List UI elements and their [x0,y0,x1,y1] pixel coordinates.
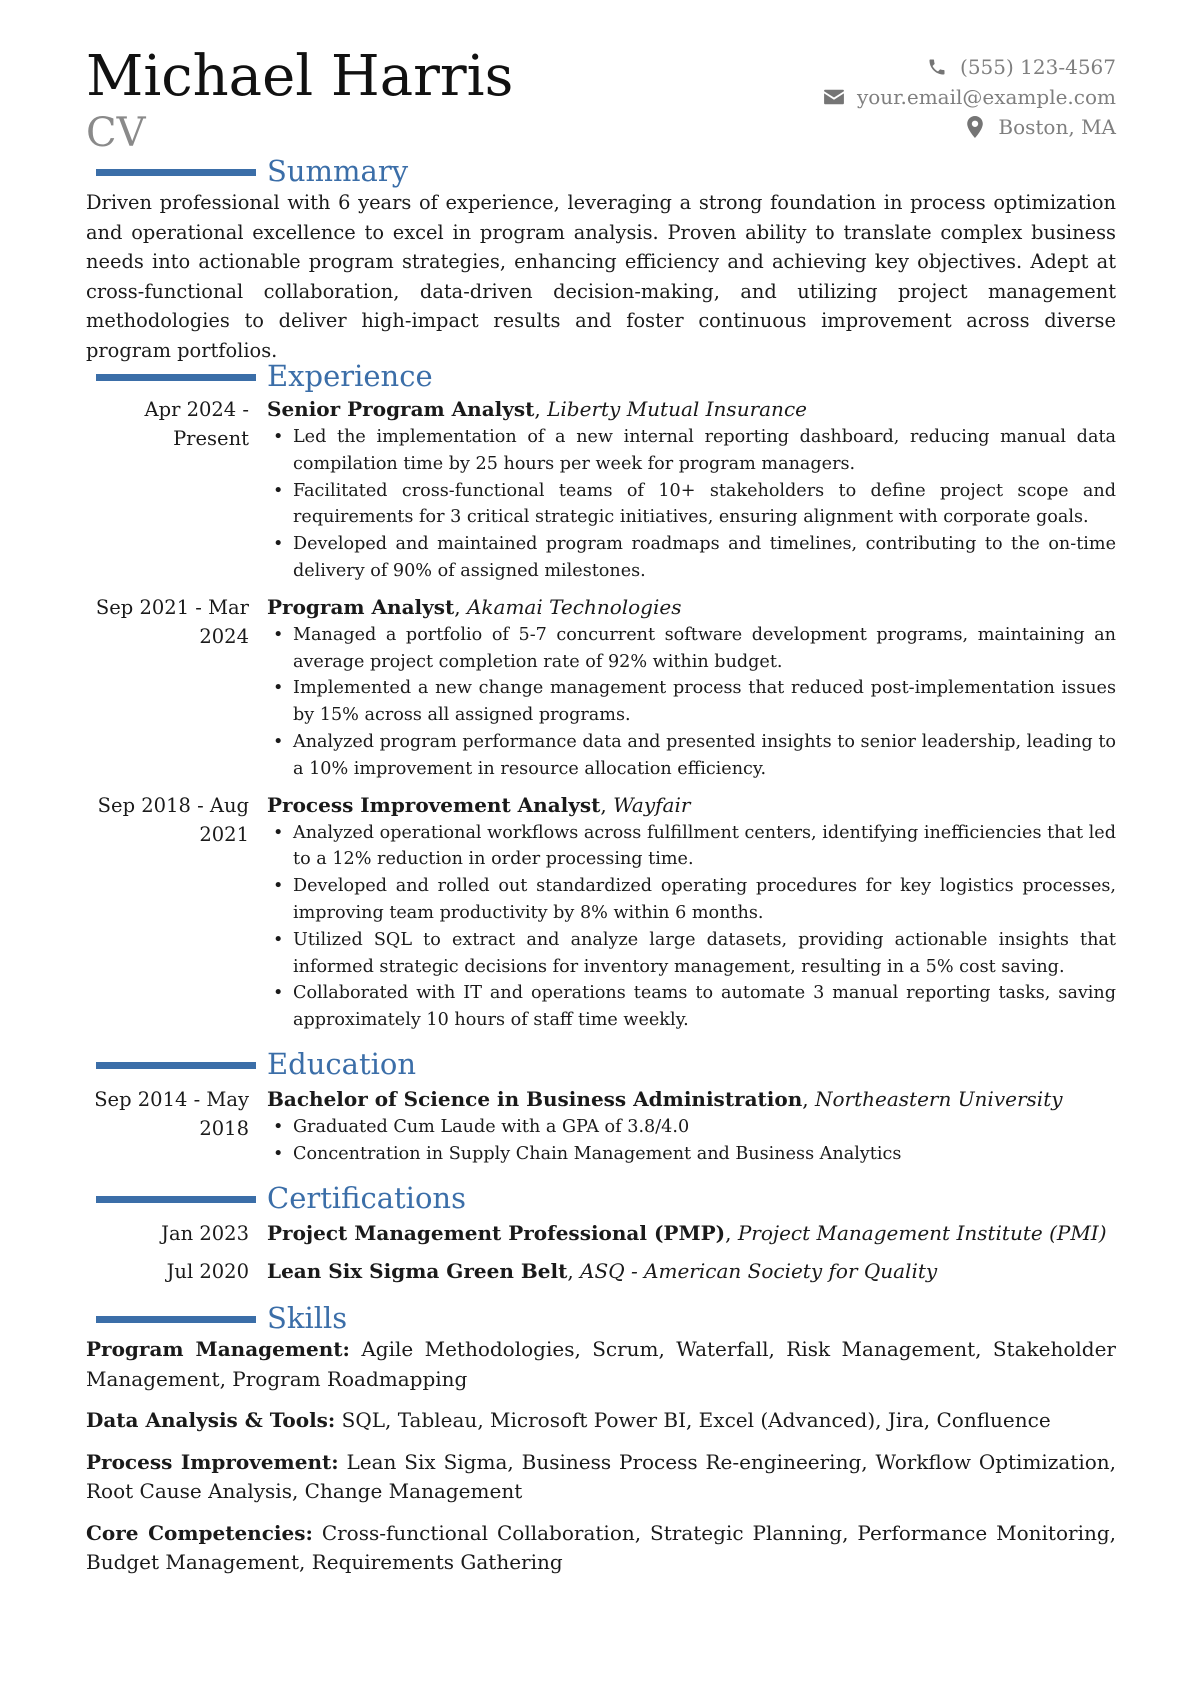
company-name: Wayfair [613,792,691,817]
phone-icon [926,56,948,78]
experience-entry [86,395,1116,585]
certification-entry [86,1257,1116,1286]
section-bar [96,169,256,176]
section-bar [96,1196,256,1203]
certification-name: Project Management Professional (PMP) [267,1221,726,1245]
issuer-name: Project Management Institute (PMI) [737,1221,1107,1245]
bullet-item: • Analyzed operational workflows across fulfillment centers, identifying inefficiencies that led to a 12% reduction in order processing time. [267,820,1116,874]
document-type: CV [86,110,146,156]
entry-date: Sep 2014 - May 2018 [94,1088,249,1140]
bullet-list [267,424,1116,585]
skill-label: Program Management: [86,1337,350,1361]
summary-heading [86,154,1116,188]
section-bar [96,1316,256,1323]
bullet-item: • Facilitated cross-functional teams of 10+ stakeholders to define project scope and requirements for 3 critical strategic initiatives, ensuring alignment with corporate goals. [267,478,1116,532]
summary-text: Driven professional with 6 years of experience, leveraging a strong foundation in process optimization and operational excellence to excel in program analysis. Proven ability to translate complex business needs into actionable program strategies, enhancing efficiency and achieving key objectives. Adept at cross-functional collaboration, data-driven decision-making, and utilizing project management methodologies to deliver high-impact results and foster continuous improvement across diverse program portfolios. [86,191,1116,362]
skill-item [86,1406,1116,1436]
certifications-section [86,1181,1116,1286]
bullet-item: • Led the implementation of a new internal reporting dashboard, reducing manual data compilation time by 25 hours per week for program managers. [267,424,1116,478]
skill-value: Lean Six Sigma, Business Process Re-engineering, Workflow Optimization, Root Cause Analysis, Change Management [86,1449,1116,1503]
certifications-heading [86,1181,1116,1215]
section-title: Skills [267,1301,348,1335]
entry-heading: Project Management Professional (PMP), Project Management Institute (PMI) [267,1221,1107,1245]
skill-value: Agile Methodologies, Scrum, Waterfall, Risk Management, Stakeholder Management, Program Roadmapping [86,1337,1116,1391]
entry-date: Jan 2023 [161,1222,249,1245]
education-entry [86,1085,1116,1168]
section-title: Certifications [267,1181,466,1215]
cv-header [86,44,1116,154]
section-title: Summary [267,154,409,188]
entry-date: Apr 2024 - Present [144,398,249,450]
envelope-icon [823,86,845,108]
experience-entry [86,791,1116,1034]
bullet-list [267,1114,1116,1168]
contact-phone [823,52,1116,82]
bullet-item: • Managed a portfolio of 5-7 concurrent software development programs, maintaining an average project completion rate of 92% within budget. [267,622,1116,676]
skill-label: Core Competencies: [86,1520,313,1545]
contact-email [823,82,1116,112]
summary-section [86,154,1116,366]
entry-date: Sep 2018 - Aug 2021 [97,793,249,846]
skill-value: Cross-functional Collaboration, Strategic Planning, Performance Monitoring, Budget Management, Requirements Gathering [86,1520,1117,1574]
bullet-list [267,622,1116,783]
education-section [86,1047,1116,1168]
phone-number[interactable]: (555) 123-4567 [960,55,1116,79]
skill-label: Process Improvement: [86,1449,339,1474]
contact-info [823,52,1116,142]
email-address[interactable]: your.email@example.com [856,85,1116,109]
contact-location [823,112,1116,142]
bullet-list [267,820,1116,1034]
bullet-item: • Developed and rolled out standardized operating procedures for key logistics processes, improving team productivity by 8% within 6 months. [267,873,1116,927]
company-name: Liberty Mutual Insurance [547,397,807,421]
skill-item [86,1519,1116,1578]
skills-section [86,1301,1116,1590]
experience-entry [86,593,1116,783]
entry-date: Sep 2021 - Mar 2024 [95,595,249,648]
entry-heading: Program Analyst, Akamai Technologies [267,594,682,619]
issuer-name: ASQ - American Society for Quality [580,1259,938,1283]
education-heading [86,1047,1116,1081]
degree-title: Bachelor of Science in Business Administration [267,1087,803,1111]
entry-date: Jul 2020 [166,1260,249,1283]
entry-heading: Process Improvement Analyst, Wayfair [267,792,691,817]
job-title: Program Analyst [267,594,455,619]
experience-heading [86,359,1116,393]
section-bar [96,1062,256,1069]
skill-value: SQL, Tableau, Microsoft Power BI, Excel (Advanced), Jira, Confluence [341,1408,1051,1432]
skill-item [86,1335,1116,1394]
job-title: Senior Program Analyst [267,397,535,421]
skills-heading [86,1301,1116,1335]
section-bar [96,374,256,381]
company-name: Akamai Technologies [466,594,682,619]
experience-section [86,359,1116,1034]
bullet-item: • Analyzed program performance data and presented insights to senior leadership, leading to a 10% improvement in resource allocation efficiency. [267,729,1116,783]
bullet-item: • Graduated Cum Laude with a GPA of 3.8/4.0 [267,1114,1116,1141]
entry-heading: Lean Six Sigma Green Belt, ASQ - American Society for Quality [267,1259,938,1283]
bullet-item: • Implemented a new change management process that reduced post-implementation issues by 15% across all assigned programs. [267,675,1116,729]
location-text: Boston, MA [998,115,1116,139]
bullet-item: • Developed and maintained program roadmaps and timelines, contributing to the on-time delivery of 90% of assigned milestones. [267,531,1116,585]
job-title: Process Improvement Analyst [267,792,601,817]
skill-label: Data Analysis & Tools: [86,1408,336,1432]
bullet-item: • Utilized SQL to extract and analyze large datasets, providing actionable insights that informed strategic decisions for inventory management, resulting in a 5% cost saving. [267,927,1116,981]
bullet-item: • Concentration in Supply Chain Management and Business Analytics [267,1141,1116,1168]
section-title: Education [267,1047,417,1081]
certification-name: Lean Six Sigma Green Belt [267,1259,568,1283]
section-title: Experience [267,359,433,393]
person-name: Michael Harris [86,44,514,109]
map-pin-icon [964,116,986,138]
entry-heading: Senior Program Analyst, Liberty Mutual Insurance [267,397,807,421]
skill-item [86,1448,1116,1507]
certification-entry [86,1219,1116,1248]
bullet-item: • Collaborated with IT and operations teams to automate 3 manual reporting tasks, saving approximately 10 hours of staff time weekly. [267,980,1116,1034]
school-name: Northeastern University [814,1087,1063,1111]
entry-heading: Bachelor of Science in Business Administration, Northeastern University [267,1087,1063,1111]
